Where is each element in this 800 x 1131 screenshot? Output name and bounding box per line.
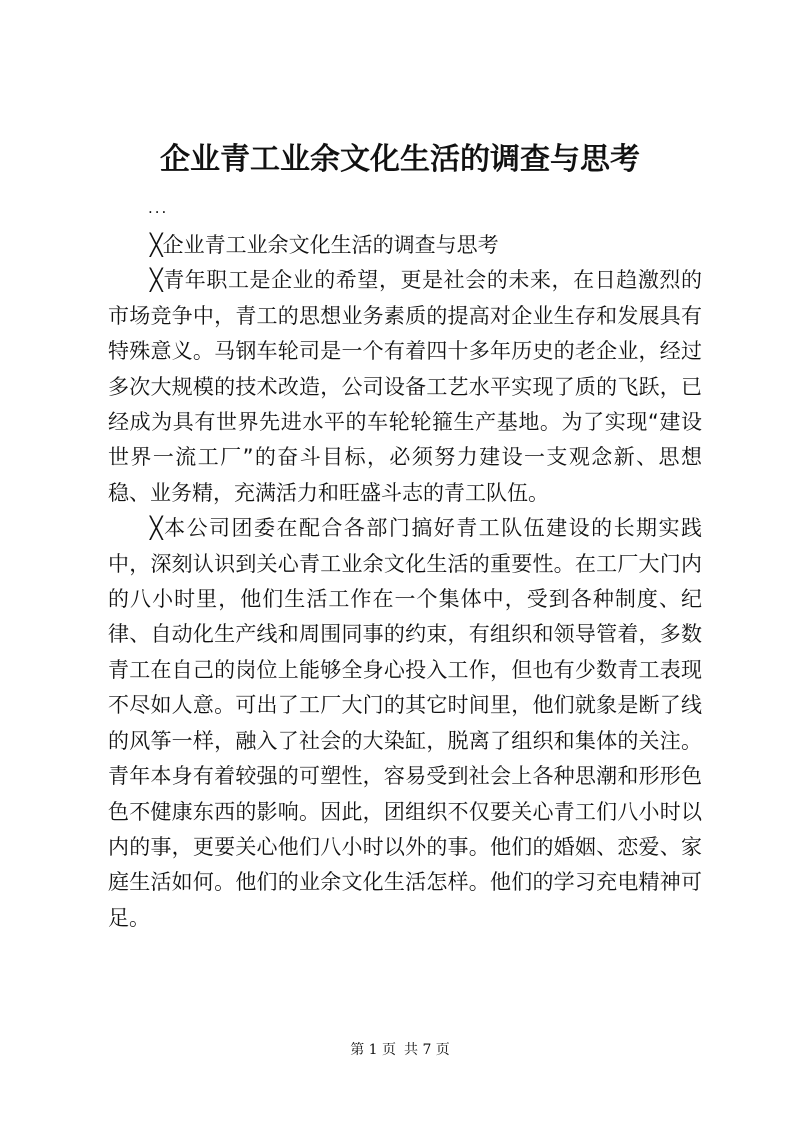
paragraph-practice: ╳本公司团委在配合各部门搞好青工队伍建设的长期实践中，深刻认识到关心青工业余文化生活的重要性。在工厂大门内的八小时里，他们生活工作在一个集体中，受到各种制度、纪律、自动化生产线和周围同事的约束，有组织和领导管着，多数青工在自己的岗位上能够全身心投入工作，但也有少数青工表现不尽如人意。可出了工厂大门的其它时间里，他们就象是断了线的风筝一样，融入了社会的大染缸，脱离了组织和集体的关注。青年本身有着较强的可塑性，容易受到社会上各种思潮和形形色色不健康东西的影响。因此，团组织不仅要关心青工们八小时以内的事，更要关心他们八小时以外的事。他们的婚姻、恋爱、家庭生活如何。他们的业余文化生活怎样。他们的学习充电精神可足。 bbox=[108, 516, 702, 930]
document-body bbox=[108, 228, 702, 936]
page-number-current: 第 1 页 bbox=[350, 1042, 396, 1058]
ellipsis-marker: ... bbox=[148, 199, 169, 217]
paragraph-intro: ╳青年职工是企业的希望，更是社会的未来，在日趋激烈的市场竞争中，青工的思想业务素质的提高对企业生存和发展具有特殊意义。马钢车轮司是一个有着四十多年历史的老企业，经过多次大规模的技术改造，公司设备工艺水平实现了质的飞跃，已经成为具有世界先进水平的车轮轮箍生产基地。为了实现“建设世界一流工厂”的奋斗目标，必须努力建设一支观念新、思想稳、业务精，充满活力和旺盛斗志的青工队伍。 bbox=[108, 268, 702, 505]
page-footer bbox=[0, 1040, 800, 1060]
document-title: 企业青工业余文化生活的调查与思考 bbox=[160, 142, 640, 177]
paragraph-heading: ╳企业青工业余文化生活的调查与思考 bbox=[150, 233, 499, 257]
page-number-total: 共 7 页 bbox=[404, 1042, 450, 1058]
